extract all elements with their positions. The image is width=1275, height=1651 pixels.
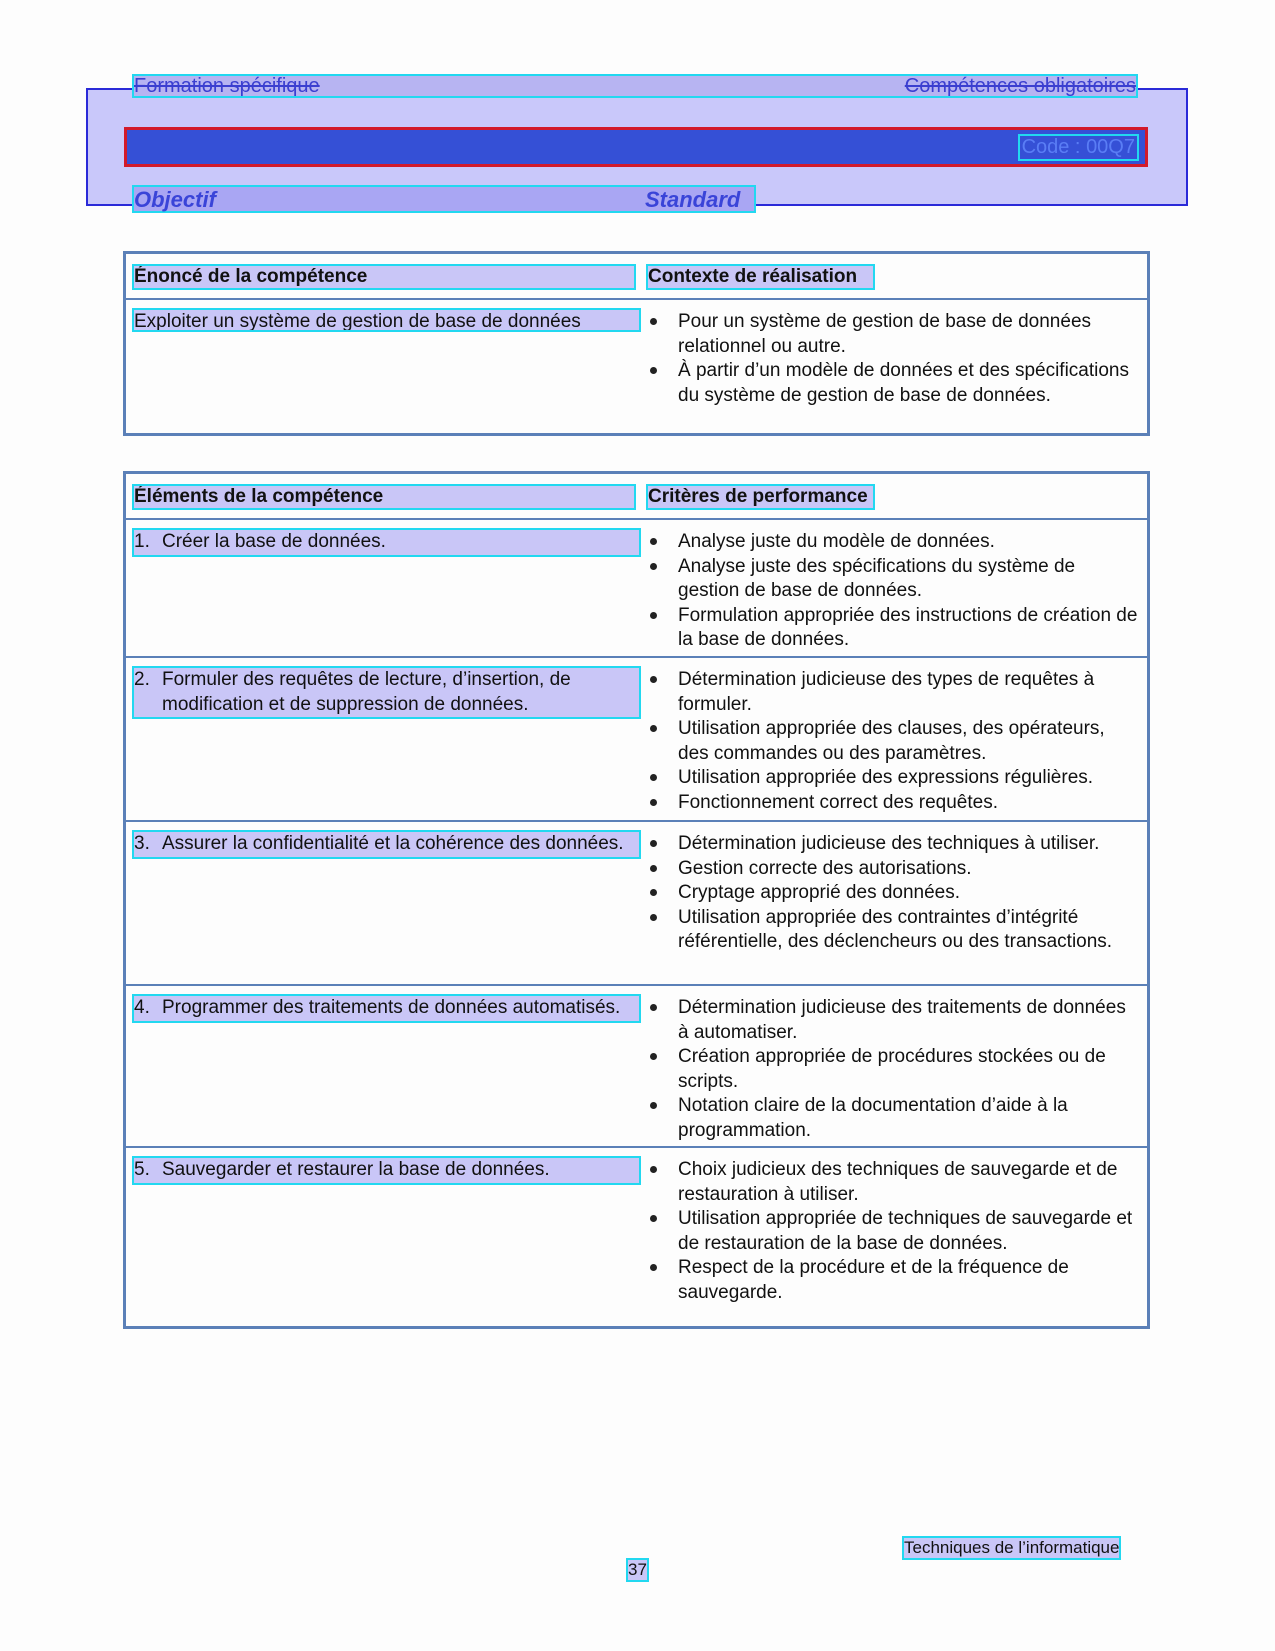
element-text: 2. Formuler des requêtes de lecture, d’insertion, de modification et de suppression de données. [134,668,639,717]
critere-item: Détermination judicieuse des types de requêtes à formuler. [648,668,1138,717]
bullet-icon [648,555,678,604]
code-text [1020,136,1137,159]
elements-table-header [126,474,1147,520]
element-row [126,520,1147,658]
contexte-item: Pour un système de gestion de base de données relationnel ou autre. [648,310,1138,359]
bullet-icon [648,1256,678,1305]
element-row [126,658,1147,822]
enonce-table-header [126,254,1147,300]
code-value: 00Q7 [1086,136,1135,158]
bullet-icon [648,881,678,906]
bullet-icon [648,996,678,1045]
bullet-icon [648,668,678,717]
criteres-list [648,530,1138,653]
element-row [126,986,1147,1148]
criteres-list [648,1158,1138,1305]
criteres-header: Critères de performance [648,486,873,508]
bullet-icon [648,310,678,359]
element-text: 4. Programmer des traitements de données automatisés. [134,996,639,1021]
enonce-table [123,251,1150,436]
enonce-text: Exploiter un système de gestion de base de données [134,310,639,330]
bullet-icon [648,1158,678,1207]
critere-item: Utilisation appropriée des contraintes d’intégrité référentielle, des déclencheurs ou des transactions. [648,906,1138,955]
objectif-standard-line [134,187,754,211]
critere-item: Analyse juste des spécifications du système de gestion de base de données. [648,555,1138,604]
bullet-icon [648,1045,678,1094]
critere-item: Formulation appropriée des instructions de création de la base de données. [648,604,1138,653]
critere-item: Gestion correcte des autorisations. [648,857,1138,882]
bullet-icon [648,832,678,857]
header-top-line [134,76,1136,96]
critere-item: Fonctionnement correct des requêtes. [648,791,1138,816]
critere-item: Détermination judicieuse des traitements de données à automatiser. [648,996,1138,1045]
bullet-icon [648,717,678,766]
critere-item: Choix judicieux des techniques de sauvegarde et de restauration à utiliser. [648,1158,1138,1207]
critere-item: Analyse juste du modèle de données. [648,530,1138,555]
bullet-icon [648,1207,678,1256]
bullet-icon [648,766,678,791]
element-text: 3. Assurer la confidentialité et la cohérence des données. [134,832,639,857]
bullet-icon [648,906,678,955]
bullet-icon [648,857,678,882]
criteres-list [648,668,1138,815]
code-bar [124,127,1148,167]
bullet-icon [648,359,678,408]
standard-label: Standard [645,187,741,212]
critere-item: Utilisation appropriée des clauses, des opérateurs, des commandes ou des paramètres. [648,717,1138,766]
criteres-list [648,996,1138,1143]
contexte-item: À partir d’un modèle de données et des spécifications du système de gestion de base de données. [648,359,1138,408]
critere-item: Création appropriée de procédures stockées ou de scripts. [648,1045,1138,1094]
bullet-icon [648,530,678,555]
bullet-icon [648,604,678,653]
element-row [126,1148,1147,1333]
page-number: 37 [628,1560,647,1579]
critere-item: Utilisation appropriée de techniques de sauvegarde et de restauration de la base de données. [648,1207,1138,1256]
enonce-row [126,300,1147,432]
critere-item: Notation claire de la documentation d’aide à la programmation. [648,1094,1138,1143]
critere-item: Respect de la procédure et de la fréquence de sauvegarde. [648,1256,1138,1305]
competences-label: Compétences obligatoires [904,74,1136,97]
critere-item: Utilisation appropriée des expressions régulières. [648,766,1138,791]
elements-header: Éléments de la compétence [134,486,634,508]
element-text: 1. Créer la base de données. [134,530,639,555]
critere-item: Détermination judicieuse des techniques à utiliser. [648,832,1138,857]
footer-program: Techniques de l’informatique [904,1538,1120,1557]
criteres-list [648,832,1138,955]
contexte-list [648,310,1138,408]
bullet-icon [648,1094,678,1143]
contexte-header: Contexte de réalisation [648,266,873,288]
elements-table [123,471,1150,1329]
element-text: 5. Sauvegarder et restaurer la base de données. [134,1158,639,1183]
objectif-label: Objectif [134,187,216,212]
bullet-icon [648,791,678,816]
code-label: Code : [1021,136,1081,158]
enonce-header: Énoncé de la compétence [134,266,634,288]
formation-label: Formation spécifique [134,74,320,97]
critere-item: Cryptage approprié des données. [648,881,1138,906]
element-row [126,822,1147,986]
